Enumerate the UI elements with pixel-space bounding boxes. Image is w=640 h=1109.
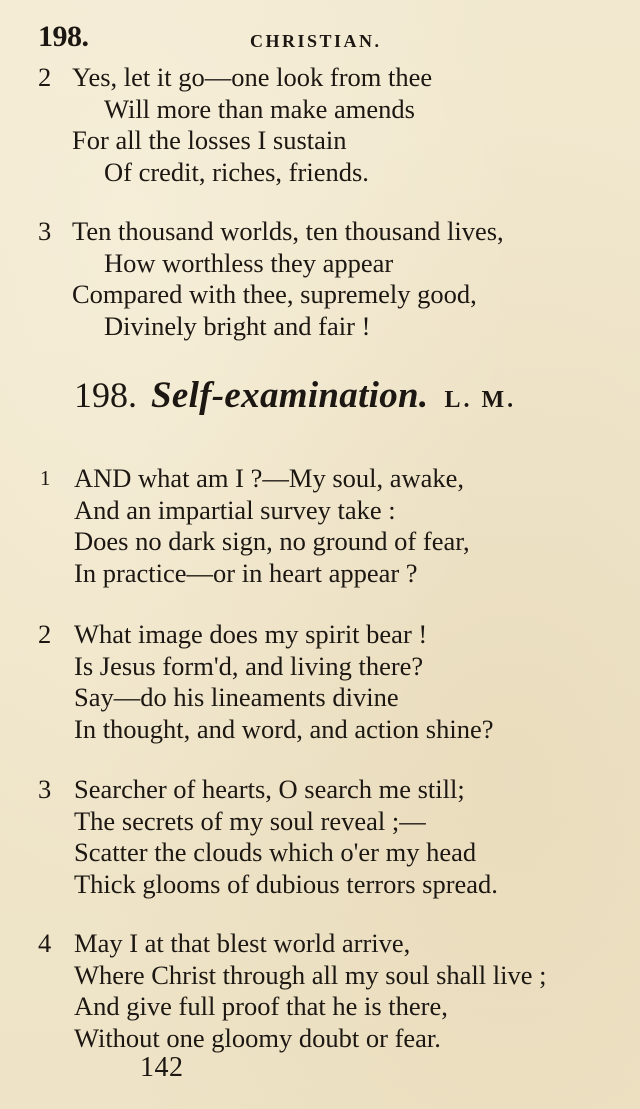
verse-text: For all the losses I sustain (72, 125, 347, 155)
stanza-number: 4 (38, 928, 52, 958)
verse-text: Ten thousand worlds, ten thousand lives, (72, 216, 504, 246)
verse-line (0, 682, 640, 714)
hymn-stanza-2 (0, 619, 640, 745)
verse-line (0, 869, 640, 901)
hymn-title: Self-examination. (151, 375, 429, 416)
hymn-meter: L. M. (444, 387, 517, 413)
hymn-number: 198. (74, 375, 137, 415)
verse-text: Scatter the clouds which o'er my head (74, 837, 477, 867)
stanza-number: 1 (40, 466, 51, 490)
verse-line (0, 619, 640, 651)
verse-text: What image does my spirit bear ! (74, 619, 428, 649)
stanza-number: 3 (38, 774, 52, 804)
verse-text: Where Christ through all my soul shall live ; (74, 959, 547, 990)
verse-line (0, 248, 640, 280)
verse-line (0, 714, 640, 746)
verse-line (0, 125, 640, 157)
verse-line (0, 495, 640, 527)
verse-line (0, 960, 640, 992)
verse-line (0, 1023, 640, 1055)
running-title: CHRISTIAN. (250, 31, 382, 51)
hymn-stanza-1 (0, 463, 640, 589)
verse-line (0, 991, 640, 1023)
hymn-stanza-4 (0, 928, 640, 1054)
verse-text: And an impartial survey take : (74, 494, 396, 525)
hymn-stanza-3 (0, 774, 640, 900)
prev-hymn-stanza-2 (0, 62, 640, 188)
verse-text: Divinely bright and fair ! (104, 310, 371, 341)
verse-text: Thick glooms of dubious terrors spread. (74, 868, 498, 899)
verse-line (0, 651, 640, 683)
verse-line (0, 463, 640, 495)
header-page-number: 198. (38, 20, 89, 53)
verse-text: May I at that blest world arrive, (74, 928, 411, 958)
verse-text: AND what am I ?—My soul, awake, (74, 463, 465, 493)
verse-text: How worthless they appear (104, 247, 394, 278)
verse-text: Will more than make amends (104, 93, 415, 124)
verse-text: Of credit, riches, friends. (104, 156, 369, 187)
verse-line (0, 62, 640, 94)
verse-text: The secrets of my soul reveal ;— (74, 805, 426, 836)
verse-line (0, 157, 640, 189)
hymn-heading (74, 374, 634, 426)
stanza-number: 3 (38, 216, 52, 246)
verse-line (0, 806, 640, 838)
verse-line (0, 94, 640, 126)
verse-line (0, 774, 640, 806)
verse-line (0, 279, 640, 311)
verse-text: Say—do his lineaments divine (74, 682, 399, 712)
verse-text: And give full proof that he is there, (74, 991, 448, 1021)
stanza-number: 2 (38, 619, 52, 649)
verse-line (0, 526, 640, 558)
verse-text: Compared with thee, supremely good, (72, 279, 477, 309)
verse-text: Searcher of hearts, O search me still; (74, 774, 465, 804)
verse-text: In thought, and word, and action shine? (74, 713, 494, 744)
verse-text: Yes, let it go—one look from thee (72, 62, 433, 92)
verse-text: Is Jesus form'd, and living there? (74, 650, 424, 681)
verse-text: Without one gloomy doubt or fear. (74, 1022, 441, 1053)
page-header (38, 20, 418, 60)
stanza-number: 2 (38, 62, 52, 92)
verse-line (0, 311, 640, 343)
verse-line (0, 558, 640, 590)
verse-line (0, 216, 640, 248)
verse-text: Does no dark sign, no ground of fear, (74, 526, 470, 556)
verse-line (0, 837, 640, 869)
footer-page-number: 142 (140, 1052, 184, 1083)
verse-text: In practice—or in heart appear ? (74, 557, 418, 588)
verse-line (0, 928, 640, 960)
prev-hymn-stanza-3 (0, 216, 640, 342)
